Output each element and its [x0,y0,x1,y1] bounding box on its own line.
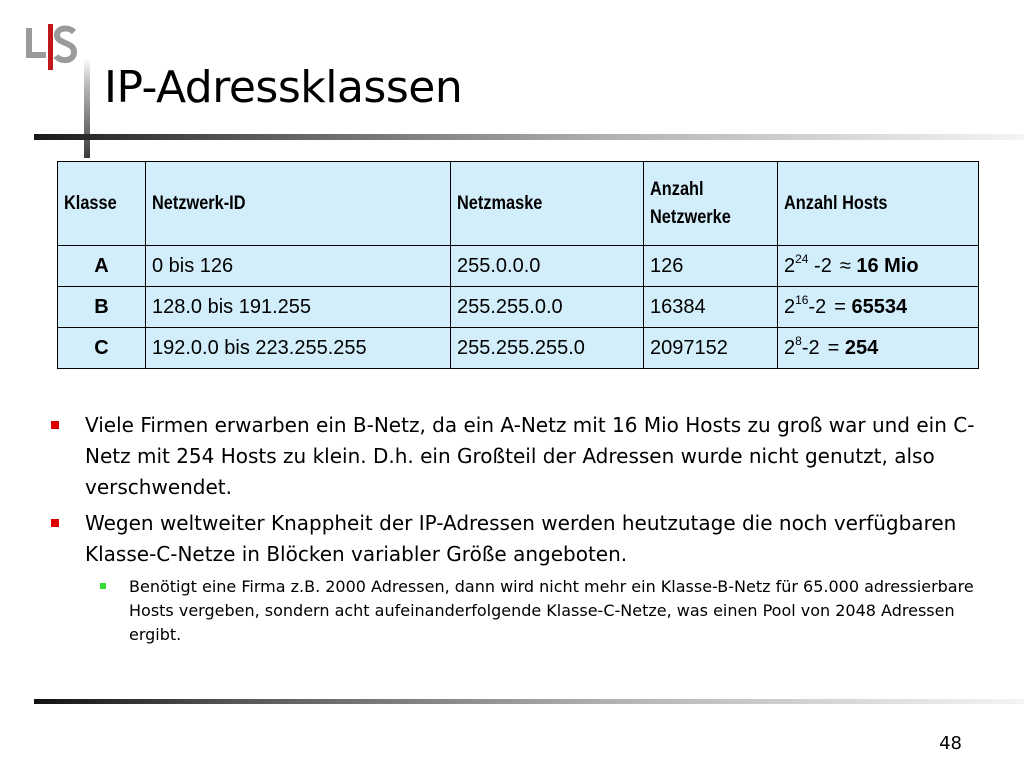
sub-bullet-item [129,575,1000,647]
cell-klasse: C [58,328,146,369]
cell-netzmaske: 255.255.0.0 [451,287,644,328]
bullet-item [50,508,1000,570]
cell-netzwerk-id: 192.0.0 bis 223.255.255 [146,328,451,369]
cell-anzahl-netzwerke: 2097152 [644,328,778,369]
cell-klasse: A [58,246,146,287]
sub-bullet-text: Benötigt eine Firma z.B. 2000 Adressen, dann wird nicht mehr ein Klasse-B-Netz für 65.000 adressierbare Hosts vergeben, sondern acht aufeinanderfolgende Klasse-C-Netze, was einen Pool von 2048 Adressen ergibt. [129,577,974,644]
col-header-netzwerk-id: Netzwerk-ID [146,162,451,246]
bullet-text: Wegen weltweiter Knappheit der IP-Adressen werden heutzutage die noch verfügbaren Klasse-C-Netze in Blöcken variabler Größe angeboten. [85,511,957,566]
cell-anzahl-hosts: $2^8-2 = 254$ [778,328,979,369]
ls-logo-icon [24,22,78,72]
table-row [58,246,979,287]
bullet-item [50,410,1000,503]
cell-anzahl-netzwerke: 16384 [644,287,778,328]
cell-netzmaske: 255.0.0.0 [451,246,644,287]
bullet-text: Viele Firmen erwarben ein B-Netz, da ein A-Netz mit 16 Mio Hosts zu groß war und ein C-Netz mit 254 Hosts zu klein. D.h. ein Großteil der Adressen wurde nicht genutzt, also verschwendet. [85,413,975,499]
col-header-netzmaske: Netzmaske [451,162,644,246]
cell-anzahl-netzwerke: 126 [644,246,778,287]
col-header-anzahl-hosts: Anzahl Hosts [778,162,979,246]
title-accent-bar [84,58,90,158]
cell-anzahl-hosts: $2^{24}$ -2 ≈ 16 Mio [778,246,979,287]
footer-divider [34,699,1024,704]
page-title: IP-Adressklassen [104,62,463,113]
ip-class-table [57,161,979,369]
cell-klasse: B [58,287,146,328]
table-header-row [58,162,979,246]
col-header-anzahl-netzwerke: Anzahl Netzwerke [644,162,778,246]
cell-netzmaske: 255.255.255.0 [451,328,644,369]
cell-anzahl-hosts: $2^{16}-2 = 65534$ [778,287,979,328]
cell-netzwerk-id: 0 bis 126 [146,246,451,287]
table-row [58,328,979,369]
red-square-bullet-icon [51,421,59,429]
table-row [58,287,979,328]
red-square-bullet-icon [51,519,59,527]
cell-netzwerk-id: 128.0 bis 191.255 [146,287,451,328]
bullet-list [50,410,1000,647]
green-square-bullet-icon [100,583,106,589]
col-header-klasse: Klasse [58,162,146,246]
page-number: 48 [939,733,962,754]
title-divider [34,134,1024,140]
